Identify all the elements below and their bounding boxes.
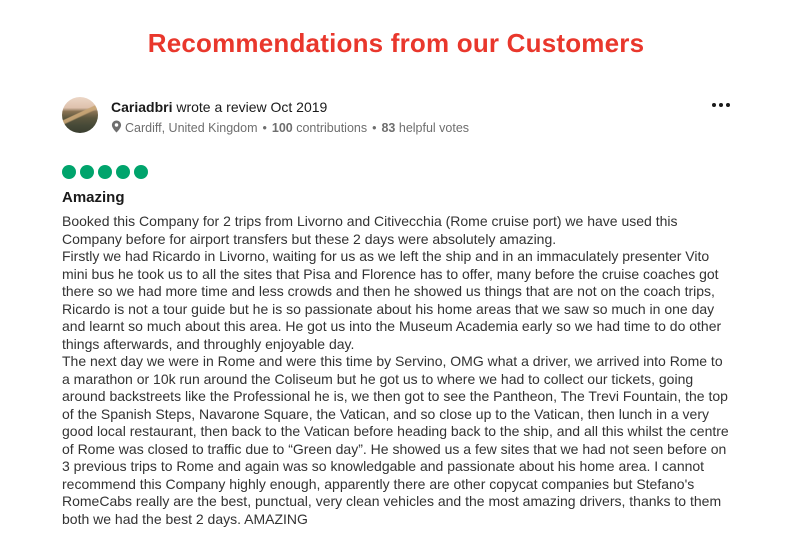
bullet-separator: • xyxy=(372,121,377,135)
rating-bubbles xyxy=(62,165,732,179)
review-card xyxy=(62,97,732,528)
avatar[interactable] xyxy=(62,97,98,133)
helpful-votes-label: helpful votes xyxy=(398,121,470,135)
reviewer-meta xyxy=(111,120,710,137)
page-title: Recommendations from our Customers xyxy=(147,28,645,58)
review-body xyxy=(62,213,732,528)
review-paragraph: The next day we were in Rome and were this time by Servino, OMG what a driver, we arrived into Rome to a marathon or 10k run around the Coliseum but he got us to where we had to collect our tickets, going around backstreets like the Professional he is, we then got to see the Pantheon, The Trevi Fountain, the top of the Spanish Steps, Navarone Square, the Vatican, and so close up to the Vatican, then lunch in a very good local restaurant, then back to the Vatican before heading back to the ship, and all this whilst the centre of Rome was closed to traffic due to “Green day”. He showed us a few sites that we had not seen before on 3 previous trips to Rome and again was so knowledgable and passionate about his home area. I cannot recommend this Company highly enough, apparently there are other copycat companies but Stefano's RomeCabs really are the best, punctual, very clean vehicles and the most amazing drivers, thanks to them both we had the best 2 days. AMAZING xyxy=(62,353,729,527)
contributions-label: contributions xyxy=(296,121,368,135)
more-options-icon xyxy=(712,103,716,107)
rating-bubble xyxy=(116,165,130,179)
contributions-count: 100 xyxy=(271,121,293,135)
helpful-votes-count: 83 xyxy=(381,121,396,135)
review-header xyxy=(62,97,732,137)
review-paragraph: Booked this Company for 2 trips from Livorno and Citivecchia (Rome cruise port) we have used this Company before for airport transfers but these 2 days were absolutely amazing. xyxy=(62,213,678,247)
more-options-icon xyxy=(719,103,723,107)
rating-bubble xyxy=(98,165,112,179)
review-title: Amazing xyxy=(62,189,125,206)
location-pin-icon xyxy=(111,120,122,137)
review-header-text xyxy=(111,97,710,137)
review-paragraph: Firstly we had Ricardo in Livorno, waiting for us as we left the ship and in an immaculately presenter Vito mini bus he took us to all the sites that Pisa and Florence has to offer, many before the cruise coaches got there so we had more time and less crowds and then he showed us things that are not on the coach trips, Ricardo is not a tour guide but he is so passionate about his home areas that we saw so much in one day and learnt so much about this area. He got us into the Museum Academia early so we had time to do other things afterwards, and throughly enjoyable day. xyxy=(62,248,722,352)
review-date: Oct 2019 xyxy=(270,99,328,115)
byline xyxy=(111,99,710,116)
reviewer-location: Cardiff, United Kingdom xyxy=(125,121,258,135)
more-options-button[interactable] xyxy=(710,97,732,113)
byline-action: wrote a review xyxy=(176,99,267,115)
rating-bubble xyxy=(80,165,94,179)
reviewer-name[interactable]: Cariadbri xyxy=(111,99,173,115)
more-options-icon xyxy=(726,103,730,107)
rating-bubble xyxy=(134,165,148,179)
rating-bubble xyxy=(62,165,76,179)
bullet-separator: • xyxy=(262,121,267,135)
